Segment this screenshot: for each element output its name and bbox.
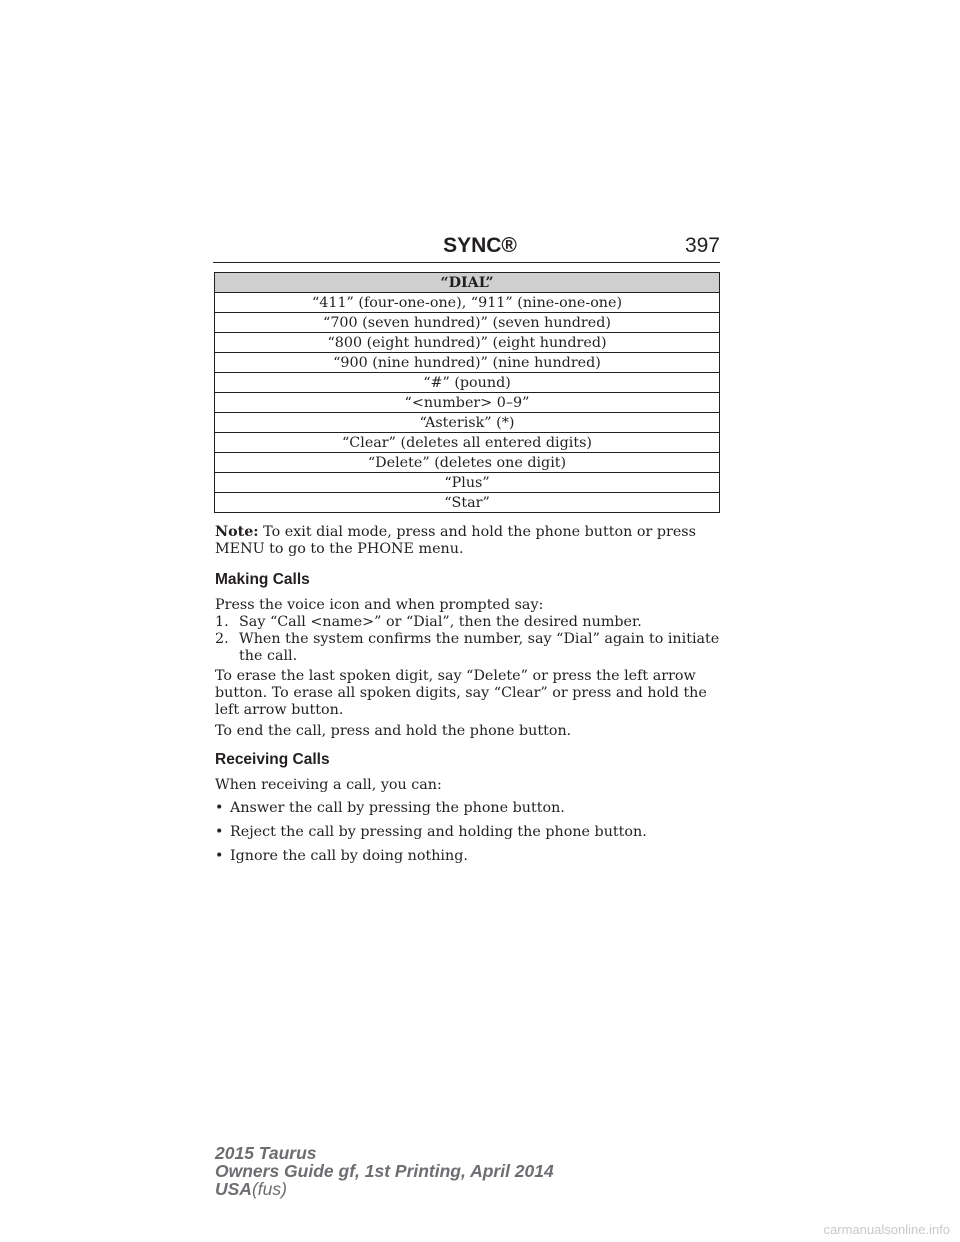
list-item <box>215 824 725 841</box>
note-text: To exit dial mode, press and hold the phone button or press MENU to go to the PHONE menu. <box>215 524 696 557</box>
bullet-text: Ignore the call by doing nothing. <box>230 848 468 864</box>
step-text: Say “Call <name>” or “Dial”, then the desired number. <box>239 614 642 630</box>
note-label: Note: <box>215 524 259 540</box>
table-row: “Clear” (deletes all entered digits) <box>215 433 720 453</box>
header-divider <box>213 262 720 263</box>
step-number: 2. <box>215 631 229 647</box>
table-row: “<number> 0–9” <box>215 393 720 413</box>
note-paragraph <box>215 524 725 558</box>
list-item <box>215 614 725 631</box>
list-item <box>215 800 725 817</box>
table-row: “#” (pound) <box>215 373 720 393</box>
making-calls-intro: Press the voice icon and when prompted say: <box>215 597 544 613</box>
table-row: “700 (seven hundred)” (seven hundred) <box>215 313 720 333</box>
receiving-calls-intro: When receiving a call, you can: <box>215 777 442 793</box>
making-calls-section <box>215 597 725 665</box>
watermark: carmanualsonline.info <box>823 1222 950 1237</box>
table-header: “DIAL” <box>215 273 720 293</box>
footer-region-code: (fus) <box>251 1179 287 1199</box>
list-item <box>215 848 725 865</box>
table-row: “Star” <box>215 493 720 513</box>
step-number: 1. <box>215 614 229 630</box>
bullet-text: Answer the call by pressing the phone button. <box>230 800 565 816</box>
page-title: SYNC® <box>443 234 517 257</box>
receiving-calls-heading: Receiving Calls <box>215 751 330 768</box>
document-footer <box>215 1144 554 1198</box>
erase-paragraph: To erase the last spoken digit, say “Delete” or press the left arrow button. To erase all spoken digits, say “Clear” or press and hold the left arrow button. <box>215 668 707 718</box>
footer-edition: Owners Guide gf, 1st Printing, April 2014 <box>215 1161 554 1181</box>
list-item <box>215 631 725 665</box>
table-row: “Asterisk” (*) <box>215 413 720 433</box>
making-calls-heading: Making Calls <box>215 571 310 588</box>
table-row: “800 (eight hundred)” (eight hundred) <box>215 333 720 353</box>
page-number: 397 <box>684 234 720 257</box>
bullet-icon: • <box>215 848 224 864</box>
end-call-paragraph: To end the call, press and hold the phone button. <box>215 723 572 739</box>
table-row: “900 (nine hundred)” (nine hundred) <box>215 353 720 373</box>
table-row: “411” (four-one-one), “911” (nine-one-one) <box>215 293 720 313</box>
table-row: “Delete” (deletes one digit) <box>215 453 720 473</box>
bullet-icon: • <box>215 800 224 816</box>
table-row: “Plus” <box>215 473 720 493</box>
footer-region: USA <box>215 1179 252 1199</box>
receiving-calls-list <box>215 800 725 865</box>
bullet-text: Reject the call by pressing and holding the phone button. <box>230 824 647 840</box>
bullet-icon: • <box>215 824 224 840</box>
step-text: When the system confirms the number, say “Dial” again to initiate the call. <box>239 631 720 664</box>
dial-commands-table <box>214 272 720 513</box>
footer-model: 2015 Taurus <box>215 1143 317 1163</box>
